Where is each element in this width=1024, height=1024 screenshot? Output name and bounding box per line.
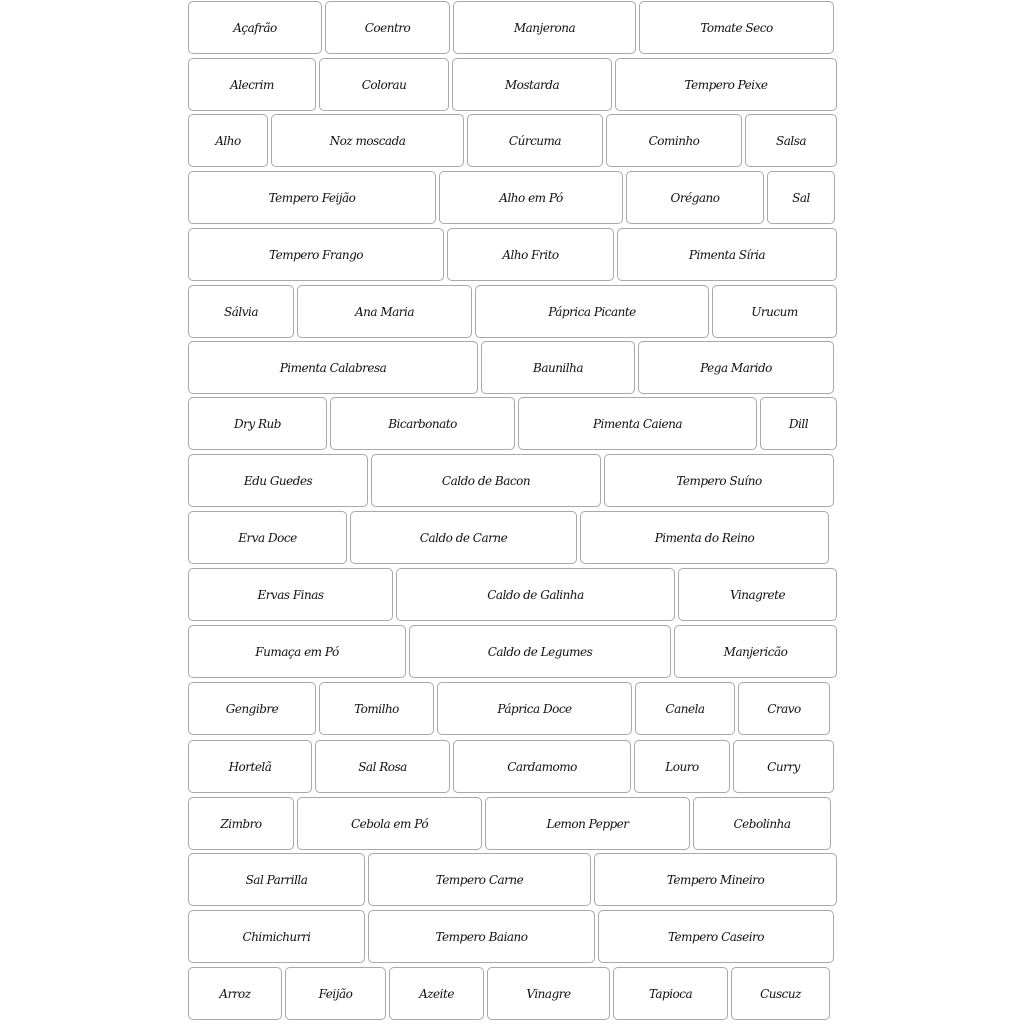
spice-label: Salsa xyxy=(745,114,837,167)
spice-label: Alho xyxy=(188,114,268,167)
spice-label: Feijão xyxy=(285,967,386,1020)
spice-label: Ervas Finas xyxy=(188,568,393,621)
spice-label: Pimenta Calabresa xyxy=(188,341,478,394)
spice-label: Dry Rub xyxy=(188,397,327,450)
spice-label: Fumaça em Pó xyxy=(188,625,406,678)
spice-label: Bicarbonato xyxy=(330,397,515,450)
spice-label: Cebola em Pó xyxy=(297,797,482,850)
spice-label: Ana Maria xyxy=(297,285,472,338)
label-row xyxy=(188,285,837,338)
spice-label: Edu Guedes xyxy=(188,454,368,507)
spice-label: Chimichurri xyxy=(188,910,365,963)
spice-label: Colorau xyxy=(319,58,449,111)
spice-label: Canela xyxy=(635,682,735,735)
spice-label: Erva Doce xyxy=(188,511,347,564)
spice-label: Tempero Frango xyxy=(188,228,444,281)
spice-label: Sal Parrilla xyxy=(188,853,365,906)
label-row xyxy=(188,625,837,678)
spice-label: Açafrão xyxy=(188,1,322,54)
spice-label: Cravo xyxy=(738,682,830,735)
spice-label: Vinagre xyxy=(487,967,610,1020)
label-row xyxy=(188,1,837,54)
label-row xyxy=(188,397,837,450)
spice-label: Cúrcuma xyxy=(467,114,603,167)
spice-label: Alho Frito xyxy=(447,228,614,281)
spice-label: Arroz xyxy=(188,967,282,1020)
label-row xyxy=(188,58,837,111)
spice-label: Alho em Pó xyxy=(439,171,623,224)
label-row xyxy=(188,114,837,167)
spice-label: Páprica Picante xyxy=(475,285,709,338)
spice-label: Pimenta Síria xyxy=(617,228,837,281)
spice-label: Cebolinha xyxy=(693,797,831,850)
label-row xyxy=(188,568,837,621)
spice-label: Louro xyxy=(634,740,730,793)
label-row xyxy=(188,454,837,507)
spice-label: Tempero Mineiro xyxy=(594,853,837,906)
label-row xyxy=(188,682,837,735)
label-row xyxy=(188,511,837,564)
spice-label: Urucum xyxy=(712,285,837,338)
spice-label: Azeite xyxy=(389,967,484,1020)
label-row xyxy=(188,740,837,793)
spice-label: Tempero Feijão xyxy=(188,171,436,224)
spice-label: Lemon Pepper xyxy=(485,797,690,850)
spice-label: Hortelã xyxy=(188,740,312,793)
label-row xyxy=(188,797,837,850)
spice-label: Páprica Doce xyxy=(437,682,632,735)
spice-label: Sal Rosa xyxy=(315,740,450,793)
spice-label: Sálvia xyxy=(188,285,294,338)
spice-label: Cardamomo xyxy=(453,740,631,793)
label-row xyxy=(188,228,837,281)
spice-label: Manjericão xyxy=(674,625,837,678)
spice-label: Tomilho xyxy=(319,682,434,735)
label-row xyxy=(188,910,837,963)
spice-label: Tempero Baiano xyxy=(368,910,595,963)
spice-label: Pega Marido xyxy=(638,341,834,394)
spice-label: Cominho xyxy=(606,114,742,167)
spice-label: Gengibre xyxy=(188,682,316,735)
label-row xyxy=(188,171,837,224)
spice-label: Sal xyxy=(767,171,835,224)
spice-label: Tempero Caseiro xyxy=(598,910,834,963)
spice-label: Tempero Peixe xyxy=(615,58,837,111)
spice-label: Tapioca xyxy=(613,967,728,1020)
spice-label: Cuscuz xyxy=(731,967,830,1020)
spice-label: Caldo de Galinha xyxy=(396,568,675,621)
spice-label: Noz moscada xyxy=(271,114,464,167)
spice-label: Baunilha xyxy=(481,341,635,394)
spice-label: Pimenta do Reino xyxy=(580,511,829,564)
spice-label: Caldo de Bacon xyxy=(371,454,601,507)
spice-label: Caldo de Legumes xyxy=(409,625,671,678)
spice-label: Tempero Carne xyxy=(368,853,591,906)
spice-label: Pimenta Caiena xyxy=(518,397,757,450)
spice-label: Alecrim xyxy=(188,58,316,111)
label-sheet xyxy=(188,0,837,1024)
spice-label: Dill xyxy=(760,397,837,450)
label-row xyxy=(188,853,837,906)
spice-label: Manjerona xyxy=(453,1,636,54)
spice-label: Vinagrete xyxy=(678,568,837,621)
spice-label: Curry xyxy=(733,740,834,793)
spice-label: Caldo de Carne xyxy=(350,511,577,564)
spice-label: Zimbro xyxy=(188,797,294,850)
spice-label: Tomate Seco xyxy=(639,1,834,54)
spice-label: Coentro xyxy=(325,1,450,54)
label-row xyxy=(188,341,837,394)
spice-label: Tempero Suíno xyxy=(604,454,834,507)
spice-label: Mostarda xyxy=(452,58,612,111)
spice-label: Orégano xyxy=(626,171,764,224)
label-row xyxy=(188,967,837,1020)
